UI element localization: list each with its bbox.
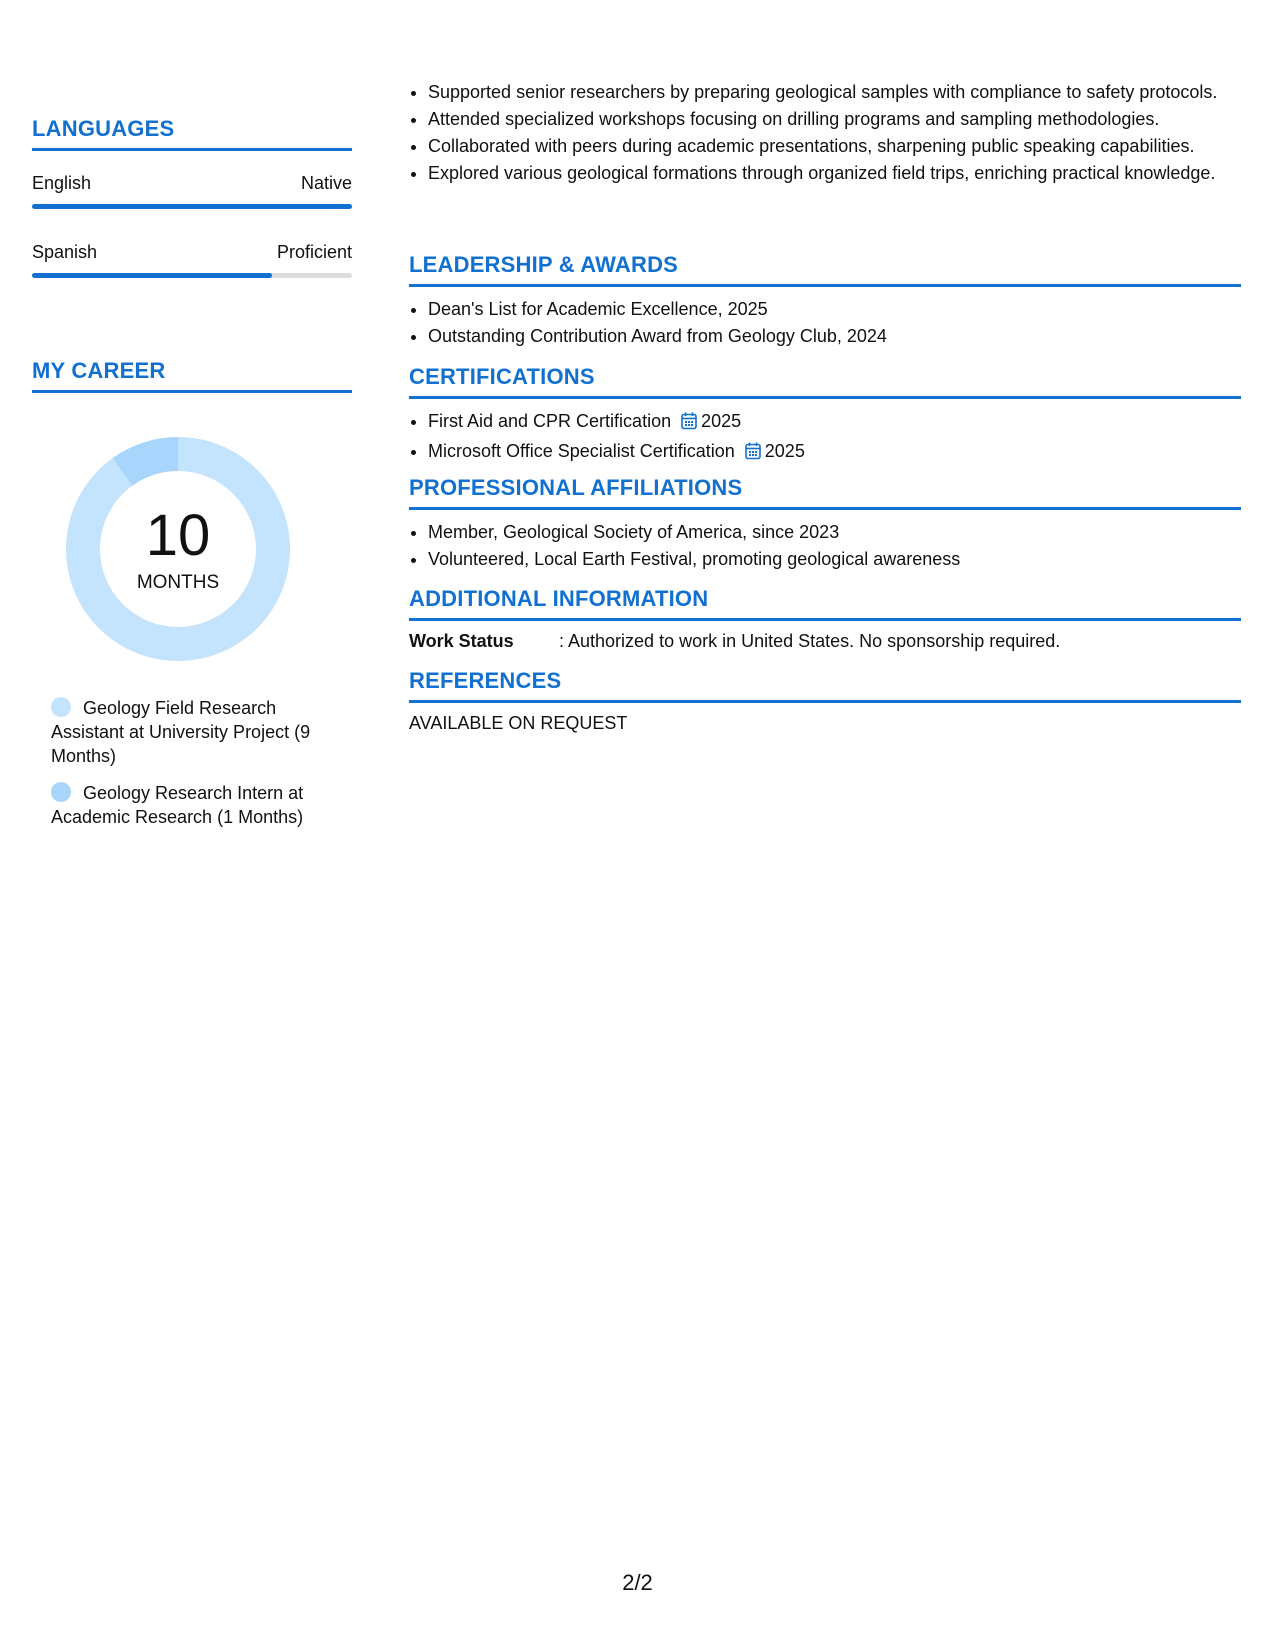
leadership-item: • Dean's List for Academic Excellence, 2025 [428,297,1241,321]
experience-bullet: • Explored various geological formations through organized field trips, enriching practical knowledge. [428,161,1241,185]
certification-item [428,439,1241,466]
language-proficiency-fill [32,204,352,209]
leadership-item: • Outstanding Contribution Award from Geology Club, 2024 [428,324,1241,348]
career-legend [51,696,351,842]
affiliations-section [409,475,1241,574]
affiliations-heading: PROFESSIONAL AFFILIATIONS [409,475,1241,510]
certification-item [428,409,1241,436]
leadership-section [409,252,1241,351]
page-number: 2/2 [622,1570,653,1595]
language-proficiency-bar [32,273,352,278]
legend-item [51,781,351,829]
certification-year: 2025 [701,411,742,431]
calendar-icon [745,442,761,466]
legend-swatch [51,782,71,802]
career-total-value: 10 [145,503,211,568]
language-proficiency-bar [32,204,352,209]
language-proficiency-fill [32,273,272,278]
career-heading: MY CAREER [32,358,352,393]
legend-label: Geology Field Research Assistant at University Project (9 Months) [51,698,311,766]
certification-name: Microsoft Office Specialist Certification [428,441,735,461]
affiliation-item: • Member, Geological Society of America, since 2023 [428,520,1241,544]
legend-item [51,696,351,768]
career-total-unit: MONTHS [136,572,220,593]
references-text: AVAILABLE ON REQUEST [409,713,628,733]
career-donut-chart [66,437,290,661]
references-heading: REFERENCES [409,668,1241,703]
language-level: Native [300,173,352,193]
work-status-row [409,631,1241,652]
affiliation-item: • Volunteered, Local Earth Festival, promoting geological awareness [428,547,1241,571]
experience-bullet: • Collaborated with peers during academic presentations, sharpening public speaking capabilities. [428,134,1241,158]
calendar-icon [681,412,697,436]
language-name: Spanish [32,242,98,262]
legend-swatch [51,697,71,717]
languages-heading: LANGUAGES [32,116,352,151]
experience-bullet: • Supported senior researchers by preparing geological samples with compliance to safety protocols. [428,80,1241,104]
work-status-label: Work Status [409,631,514,651]
certification-name: First Aid and CPR Certification [428,411,672,431]
language-level: Proficient [276,242,352,262]
certifications-heading: CERTIFICATIONS [409,364,1241,399]
certification-year: 2025 [764,441,805,461]
experience-bullet: • Attended specialized workshops focusing on drilling programs and sampling methodologies. [428,107,1241,131]
language-name: English [32,173,92,193]
certifications-section [409,364,1241,469]
additional-info-heading: ADDITIONAL INFORMATION [409,586,1241,621]
work-status-value: : Authorized to work in United States. No sponsorship required. [559,631,1061,651]
experience-continued [409,80,1241,188]
leadership-heading: LEADERSHIP & AWARDS [409,252,1241,287]
legend-label: Geology Research Intern at Academic Research (1 Months) [51,783,304,827]
additional-info-section [409,586,1241,652]
references-section [409,668,1241,734]
